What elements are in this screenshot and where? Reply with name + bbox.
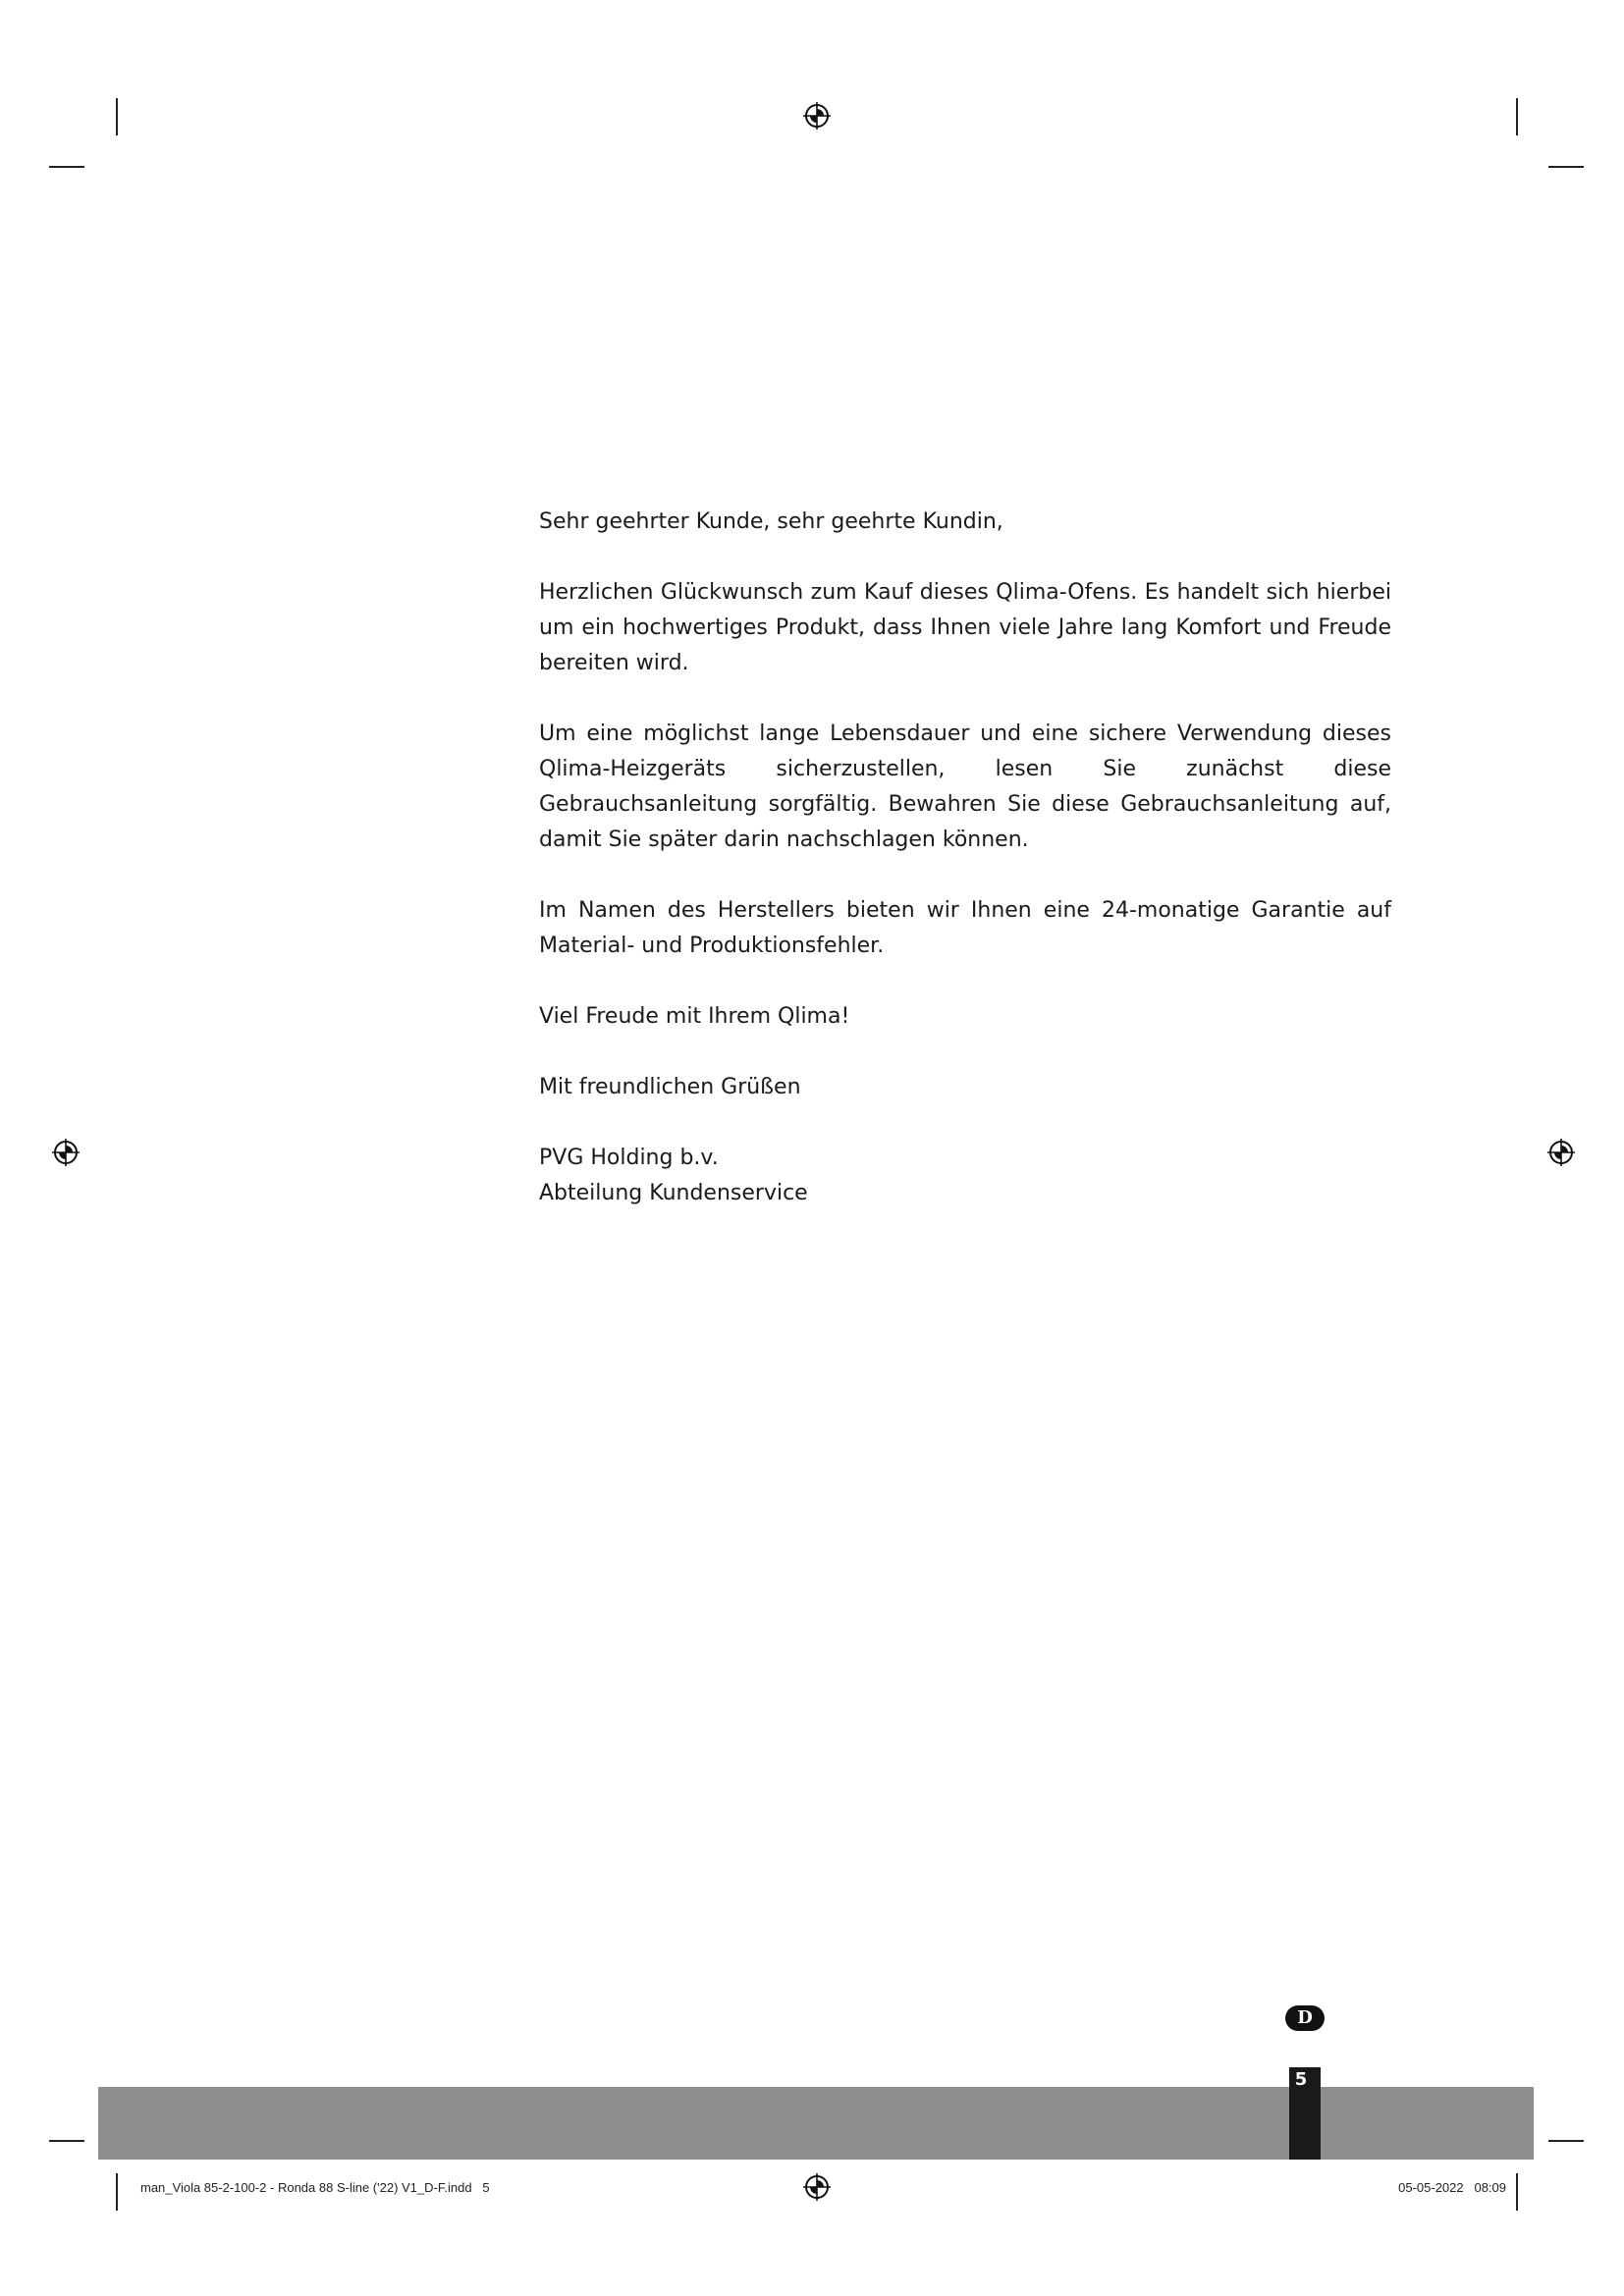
crop-mark-bottom-left-horizontal: [49, 2140, 84, 2142]
signature-block: [539, 1141, 1391, 1211]
registration-mark-icon: [51, 1138, 81, 1167]
print-slug-datetime: 05-05-2022 08:09: [1398, 2180, 1506, 2195]
registration-mark-icon: [802, 2172, 832, 2202]
language-badge: D: [1285, 2005, 1325, 2031]
closing-wish: Viel Freude mit Ihrem Qlima!: [539, 1004, 850, 1029]
salutation: Sehr geehrter Kunde, sehr geehrte Kundin,: [539, 509, 1003, 534]
print-slug-filename: man_Viola 85-2-100-2 - Ronda 88 S-line ('22) V1_D-F.indd 5: [140, 2180, 490, 2195]
paragraph-congratulations: Herzlichen Glückwunsch zum Kauf dieses Qlima-Ofens. Es handelt sich hierbei um ein hochwertiges Produkt, dass Ihnen viele Jahre lang Komfort und Freude bereiten wird.: [539, 580, 1391, 675]
registration-mark-icon: [1546, 1138, 1576, 1167]
crop-mark-top-right-horizontal: [1548, 166, 1584, 168]
company-name: PVG Holding b.v.: [539, 1146, 719, 1170]
crop-mark-top-left: [116, 98, 118, 135]
crop-mark-top-left-horizontal: [49, 166, 84, 168]
regards: Mit freundlichen Grüßen: [539, 1075, 801, 1099]
crop-mark-bottom-right: [1516, 2173, 1518, 2211]
paragraph-instructions: Um eine möglichst lange Lebensdauer und eine sichere Verwendung dieses Qlima-Heizgeräts sicherzustellen, lesen Sie zunächst diese Gebrauchsanleitung sorgfältig. Bewahren Sie diese Gebrauchsanleitung auf, damit Sie später darin nachschlagen können.: [539, 721, 1391, 852]
crop-mark-bottom-left: [116, 2173, 118, 2211]
paragraph-warranty: Im Namen des Herstellers bieten wir Ihnen eine 24-monatige Garantie auf Material- und Produktionsfehler.: [539, 898, 1391, 958]
crop-mark-bottom-right-horizontal: [1548, 2140, 1584, 2142]
department-name: Abteilung Kundenservice: [539, 1181, 808, 1205]
page-number: 5: [1294, 2069, 1308, 2090]
letter-body: [539, 505, 1391, 1211]
crop-mark-top-right: [1516, 98, 1518, 135]
page-number-tab: [1289, 2067, 1321, 2160]
registration-mark-icon: [802, 101, 832, 131]
